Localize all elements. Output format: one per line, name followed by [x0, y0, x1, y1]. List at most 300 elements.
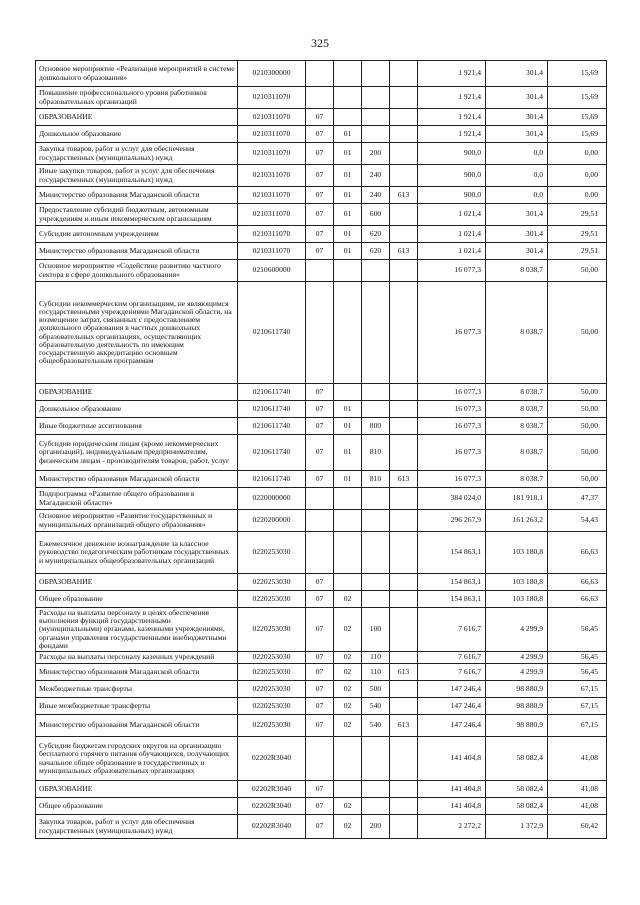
row-target-code: 0210611740 — [238, 435, 306, 471]
row-ministry-code — [390, 608, 418, 652]
table-row — [36, 510, 607, 532]
row-subsection-code: 02 — [334, 608, 362, 652]
row-expense-type-code — [362, 401, 390, 418]
row-planned-amount: 147 246,4 — [418, 698, 486, 715]
row-ministry-code: 613 — [390, 471, 418, 488]
row-name: Общее образование — [36, 591, 238, 608]
row-planned-amount: 900,0 — [418, 165, 486, 187]
row-name: Расходы на выплаты персоналу казенных учреждений — [36, 652, 238, 664]
row-target-code: 0220000000 — [238, 488, 306, 510]
row-expense-type-code — [362, 532, 390, 574]
row-subsection-code — [334, 61, 362, 87]
row-expense-type-code — [362, 574, 390, 591]
row-target-code: 0210311070 — [238, 243, 306, 260]
row-actual-amount: 58 082,4 — [486, 781, 548, 798]
row-actual-amount: 8 038,7 — [486, 260, 548, 282]
row-expense-type-code: 800 — [362, 418, 390, 435]
row-subsection-code — [334, 737, 362, 781]
row-section-code: 07 — [306, 681, 334, 698]
row-subsection-code: 02 — [334, 591, 362, 608]
row-percent: 56,45 — [548, 664, 607, 681]
row-expense-type-code: 500 — [362, 681, 390, 698]
row-section-code — [306, 737, 334, 781]
row-planned-amount: 16 077,3 — [418, 401, 486, 418]
row-expense-type-code: 200 — [362, 143, 390, 165]
row-section-code: 07 — [306, 384, 334, 401]
row-percent: 50,00 — [548, 260, 607, 282]
row-subsection-code: 01 — [334, 187, 362, 204]
row-actual-amount: 8 038,7 — [486, 435, 548, 471]
table-row — [36, 87, 607, 109]
row-actual-amount: 301,4 — [486, 109, 548, 126]
table-row — [36, 532, 607, 574]
table-row — [36, 384, 607, 401]
row-name: Дошкольное образование — [36, 126, 238, 143]
row-target-code: 02202R3040 — [238, 815, 306, 839]
row-actual-amount: 4 299,9 — [486, 652, 548, 664]
row-expense-type-code: 200 — [362, 815, 390, 839]
row-section-code: 07 — [306, 165, 334, 187]
row-expense-type-code: 600 — [362, 204, 390, 226]
row-target-code: 0210311070 — [238, 87, 306, 109]
row-ministry-code — [390, 260, 418, 282]
row-actual-amount: 0,0 — [486, 143, 548, 165]
row-actual-amount: 301,4 — [486, 204, 548, 226]
row-name: Иные межбюджетные трансферты — [36, 698, 238, 715]
row-subsection-code: 01 — [334, 243, 362, 260]
row-ministry-code — [390, 226, 418, 243]
row-target-code: 0210311070 — [238, 165, 306, 187]
row-actual-amount: 98 880,9 — [486, 715, 548, 737]
row-name: Субсидии юридическим лицам (кроме некоммерческих организаций), индивидуальным предпринимателям, физическим лицам - производителям товаров, работ, услуг — [36, 435, 238, 471]
row-percent: 29,51 — [548, 204, 607, 226]
row-target-code: 0210611740 — [238, 384, 306, 401]
row-section-code — [306, 510, 334, 532]
table-row — [36, 664, 607, 681]
table-row — [36, 815, 607, 839]
row-subsection-code: 01 — [334, 226, 362, 243]
row-name: Закупка товаров, работ и услуг для обеспечения государственных (муниципальных) нужд — [36, 143, 238, 165]
row-subsection-code — [334, 282, 362, 384]
row-section-code: 07 — [306, 574, 334, 591]
row-section-code: 07 — [306, 608, 334, 652]
row-planned-amount: 1 921,4 — [418, 61, 486, 87]
row-actual-amount: 301,4 — [486, 226, 548, 243]
row-actual-amount: 103 180,8 — [486, 532, 548, 574]
row-percent: 50,00 — [548, 418, 607, 435]
row-planned-amount: 1 921,4 — [418, 109, 486, 126]
row-actual-amount: 8 038,7 — [486, 418, 548, 435]
row-section-code: 07 — [306, 471, 334, 488]
row-name: Межбюджетные трансферты — [36, 681, 238, 698]
row-actual-amount: 301,4 — [486, 87, 548, 109]
row-target-code: 0220200000 — [238, 510, 306, 532]
row-actual-amount: 98 880,9 — [486, 681, 548, 698]
row-ministry-code — [390, 87, 418, 109]
row-actual-amount: 58 082,4 — [486, 798, 548, 815]
row-percent: 41,08 — [548, 798, 607, 815]
row-subsection-code — [334, 109, 362, 126]
row-name: Министерство образования Магаданской области — [36, 243, 238, 260]
row-planned-amount: 16 077,3 — [418, 435, 486, 471]
row-section-code: 07 — [306, 591, 334, 608]
row-percent: 50,00 — [548, 384, 607, 401]
table-row — [36, 488, 607, 510]
row-percent: 0,00 — [548, 143, 607, 165]
table-row — [36, 681, 607, 698]
row-section-code: 07 — [306, 418, 334, 435]
row-subsection-code — [334, 384, 362, 401]
row-expense-type-code: 110 — [362, 652, 390, 664]
row-subsection-code: 02 — [334, 715, 362, 737]
row-percent: 60,42 — [548, 815, 607, 839]
row-planned-amount: 1 021,4 — [418, 204, 486, 226]
row-actual-amount: 301,4 — [486, 243, 548, 260]
row-percent: 0,00 — [548, 165, 607, 187]
row-actual-amount: 161 263,2 — [486, 510, 548, 532]
row-name: ОБРАЗОВАНИЕ — [36, 109, 238, 126]
row-section-code: 07 — [306, 798, 334, 815]
row-name: Субсидии некоммерческим организациям, не являющимся государственными учреждениями Магаданской области, на возмещение затрат, связанных с предоставлением дошкольного образования в частных дошкольных образовательных организациях, осуществляющих образовательную деятельность по имеющим государственную аккредитацию основным общеобразовательным программам — [36, 282, 238, 384]
table-row — [36, 608, 607, 652]
row-subsection-code: 01 — [334, 401, 362, 418]
row-name: Иные закупки товаров, работ и услуг для обеспечения государственных (муниципальных) нужд — [36, 165, 238, 187]
row-expense-type-code: 540 — [362, 698, 390, 715]
row-target-code: 0210311070 — [238, 143, 306, 165]
table-row — [36, 282, 607, 384]
row-expense-type-code: 540 — [362, 715, 390, 737]
table-row — [36, 226, 607, 243]
table-row — [36, 61, 607, 87]
row-section-code: 07 — [306, 109, 334, 126]
row-expense-type-code — [362, 591, 390, 608]
table-row — [36, 591, 607, 608]
row-ministry-code — [390, 418, 418, 435]
row-planned-amount: 141 404,8 — [418, 781, 486, 798]
row-target-code: 0210311070 — [238, 109, 306, 126]
row-target-code: 0210311070 — [238, 226, 306, 243]
row-percent: 50,00 — [548, 401, 607, 418]
row-target-code: 0220253030 — [238, 532, 306, 574]
row-subsection-code — [334, 532, 362, 574]
table-row — [36, 260, 607, 282]
row-planned-amount: 141 404,8 — [418, 798, 486, 815]
row-name: ОБРАЗОВАНИЕ — [36, 384, 238, 401]
row-name: Повышение профессионального уровня работников образовательных организаций — [36, 87, 238, 109]
row-percent: 29,51 — [548, 226, 607, 243]
row-planned-amount: 1 921,4 — [418, 126, 486, 143]
row-subsection-code: 01 — [334, 126, 362, 143]
row-target-code: 0220253030 — [238, 608, 306, 652]
row-subsection-code: 02 — [334, 798, 362, 815]
row-ministry-code — [390, 126, 418, 143]
row-section-code: 07 — [306, 143, 334, 165]
row-planned-amount: 2 272,2 — [418, 815, 486, 839]
table-row — [36, 243, 607, 260]
row-subsection-code — [334, 488, 362, 510]
row-expense-type-code — [362, 282, 390, 384]
row-subsection-code — [334, 574, 362, 591]
table-row — [36, 471, 607, 488]
row-expense-type-code — [362, 781, 390, 798]
row-actual-amount: 301,4 — [486, 61, 548, 87]
row-expense-type-code: 620 — [362, 243, 390, 260]
row-subsection-code: 01 — [334, 471, 362, 488]
row-ministry-code — [390, 61, 418, 87]
row-percent: 15,69 — [548, 87, 607, 109]
row-expense-type-code — [362, 61, 390, 87]
row-actual-amount: 0,0 — [486, 165, 548, 187]
table-row — [36, 109, 607, 126]
row-name: Закупка товаров, работ и услуг для обеспечения государственных (муниципальных) нужд — [36, 815, 238, 839]
row-target-code: 0210611740 — [238, 282, 306, 384]
row-name: ОБРАЗОВАНИЕ — [36, 574, 238, 591]
row-target-code: 02202R3040 — [238, 798, 306, 815]
row-expense-type-code: 240 — [362, 165, 390, 187]
row-percent: 50,00 — [548, 435, 607, 471]
row-target-code: 0210611740 — [238, 418, 306, 435]
row-ministry-code — [390, 282, 418, 384]
row-name: Общее образование — [36, 798, 238, 815]
row-subsection-code: 02 — [334, 698, 362, 715]
row-percent: 66,63 — [548, 591, 607, 608]
row-ministry-code — [390, 781, 418, 798]
row-percent: 29,51 — [548, 243, 607, 260]
row-actual-amount: 8 038,7 — [486, 384, 548, 401]
row-ministry-code: 613 — [390, 664, 418, 681]
row-subsection-code: 01 — [334, 143, 362, 165]
row-planned-amount: 154 863,1 — [418, 591, 486, 608]
row-subsection-code: 01 — [334, 165, 362, 187]
row-planned-amount: 154 863,1 — [418, 574, 486, 591]
row-planned-amount: 147 246,4 — [418, 715, 486, 737]
row-planned-amount: 16 077,3 — [418, 384, 486, 401]
row-ministry-code — [390, 143, 418, 165]
row-actual-amount: 1 372,9 — [486, 815, 548, 839]
row-percent: 41,08 — [548, 737, 607, 781]
row-expense-type-code: 240 — [362, 187, 390, 204]
row-section-code: 07 — [306, 652, 334, 664]
row-actual-amount: 8 038,7 — [486, 282, 548, 384]
row-percent: 56,45 — [548, 608, 607, 652]
row-actual-amount: 4 299,9 — [486, 608, 548, 652]
row-target-code: 0210611740 — [238, 471, 306, 488]
row-target-code: 0210311070 — [238, 187, 306, 204]
row-ministry-code — [390, 737, 418, 781]
row-name: Предоставление субсидий бюджетным, автономным учреждениям и иным некоммерческим организациям — [36, 204, 238, 226]
row-target-code: 0210311070 — [238, 204, 306, 226]
row-expense-type-code: 110 — [362, 664, 390, 681]
row-planned-amount: 147 246,4 — [418, 681, 486, 698]
row-percent: 66,63 — [548, 574, 607, 591]
row-ministry-code — [390, 798, 418, 815]
row-expense-type-code — [362, 126, 390, 143]
row-name: Ежемесячное денежное вознаграждение за классное руководство педагогическим работникам государственных и муниципальных общеобразовательных организаций — [36, 532, 238, 574]
row-target-code: 02202R3040 — [238, 737, 306, 781]
row-ministry-code — [390, 435, 418, 471]
row-ministry-code: 613 — [390, 715, 418, 737]
row-section-code: 07 — [306, 664, 334, 681]
row-expense-type-code — [362, 384, 390, 401]
row-planned-amount: 154 863,1 — [418, 532, 486, 574]
row-planned-amount: 141 404,8 — [418, 737, 486, 781]
table-row — [36, 165, 607, 187]
table-row — [36, 418, 607, 435]
budget-table — [35, 60, 607, 839]
row-name: Субсидии автономным учреждениям — [36, 226, 238, 243]
page-number: 325 — [311, 36, 329, 50]
row-section-code: 07 — [306, 715, 334, 737]
row-target-code: 02202R3040 — [238, 781, 306, 798]
row-section-code: 07 — [306, 401, 334, 418]
row-name: Основное мероприятие «Содействие развитию частного сектора в сфере дошкольного образования» — [36, 260, 238, 282]
table-row — [36, 401, 607, 418]
row-ministry-code — [390, 401, 418, 418]
row-target-code: 0220253030 — [238, 591, 306, 608]
row-actual-amount: 8 038,7 — [486, 401, 548, 418]
row-subsection-code — [334, 260, 362, 282]
row-expense-type-code — [362, 510, 390, 532]
row-ministry-code — [390, 591, 418, 608]
row-percent: 41,08 — [548, 781, 607, 798]
row-name: Министерство образования Магаданской области — [36, 471, 238, 488]
row-subsection-code — [334, 510, 362, 532]
row-expense-type-code: 100 — [362, 608, 390, 652]
table-row — [36, 798, 607, 815]
row-name: Министерство образования Магаданской области — [36, 664, 238, 681]
row-target-code: 0210300000 — [238, 61, 306, 87]
row-expense-type-code: 810 — [362, 435, 390, 471]
table-row — [36, 574, 607, 591]
table-row — [36, 737, 607, 781]
row-ministry-code — [390, 681, 418, 698]
row-actual-amount: 0,0 — [486, 187, 548, 204]
row-actual-amount: 181 918,1 — [486, 488, 548, 510]
row-planned-amount: 900,0 — [418, 187, 486, 204]
row-subsection-code: 01 — [334, 204, 362, 226]
row-subsection-code: 01 — [334, 435, 362, 471]
row-ministry-code — [390, 510, 418, 532]
row-target-code: 0220253030 — [238, 698, 306, 715]
row-target-code: 0210311070 — [238, 126, 306, 143]
row-ministry-code — [390, 532, 418, 574]
row-name: Субсидии бюджетам городских округов на организацию бесплатного горячего питания обучающихся, получающих начальное общее образование в государственных и муниципальных образовательных организациях — [36, 737, 238, 781]
row-subsection-code: 01 — [334, 418, 362, 435]
row-target-code: 0220253030 — [238, 715, 306, 737]
row-planned-amount: 384 024,0 — [418, 488, 486, 510]
row-planned-amount: 16 077,3 — [418, 418, 486, 435]
row-ministry-code — [390, 488, 418, 510]
row-expense-type-code — [362, 488, 390, 510]
row-ministry-code — [390, 652, 418, 664]
row-subsection-code — [334, 87, 362, 109]
row-percent: 56,45 — [548, 652, 607, 664]
table-body — [36, 61, 607, 839]
row-subsection-code — [334, 781, 362, 798]
row-actual-amount: 58 082,4 — [486, 737, 548, 781]
row-percent: 15,69 — [548, 109, 607, 126]
row-actual-amount: 4 299,9 — [486, 664, 548, 681]
row-target-code: 0210600000 — [238, 260, 306, 282]
table-row — [36, 143, 607, 165]
row-percent: 0,00 — [548, 187, 607, 204]
row-actual-amount: 103 180,8 — [486, 574, 548, 591]
row-planned-amount: 1 021,4 — [418, 226, 486, 243]
row-actual-amount: 98 880,9 — [486, 698, 548, 715]
row-section-code: 07 — [306, 815, 334, 839]
row-percent: 67,15 — [548, 715, 607, 737]
row-ministry-code — [390, 574, 418, 591]
row-target-code: 0220253030 — [238, 664, 306, 681]
row-target-code: 0220253030 — [238, 574, 306, 591]
row-planned-amount: 16 077,3 — [418, 260, 486, 282]
row-section-code: 07 — [306, 204, 334, 226]
row-planned-amount: 1 021,4 — [418, 243, 486, 260]
row-ministry-code — [390, 204, 418, 226]
row-ministry-code — [390, 384, 418, 401]
row-expense-type-code: 810 — [362, 471, 390, 488]
row-target-code: 0220253030 — [238, 652, 306, 664]
row-section-code: 07 — [306, 126, 334, 143]
row-planned-amount: 7 616,7 — [418, 608, 486, 652]
row-subsection-code: 02 — [334, 815, 362, 839]
row-name: Министерство образования Магаданской области — [36, 187, 238, 204]
row-percent: 67,15 — [548, 698, 607, 715]
row-subsection-code: 02 — [334, 652, 362, 664]
row-name: Основное мероприятие «Реализация мероприятий в системе дошкольного образования» — [36, 61, 238, 87]
row-section-code: 07 — [306, 781, 334, 798]
row-expense-type-code — [362, 109, 390, 126]
row-subsection-code: 02 — [334, 664, 362, 681]
row-section-code: 07 — [306, 698, 334, 715]
table-row — [36, 187, 607, 204]
row-percent: 47,37 — [548, 488, 607, 510]
row-expense-type-code — [362, 87, 390, 109]
row-planned-amount: 1 921,4 — [418, 87, 486, 109]
row-name: Дошкольное образование — [36, 401, 238, 418]
row-ministry-code — [390, 698, 418, 715]
row-target-code: 0210611740 — [238, 401, 306, 418]
table-row — [36, 652, 607, 664]
row-percent: 54,43 — [548, 510, 607, 532]
row-expense-type-code — [362, 798, 390, 815]
row-percent: 15,69 — [548, 61, 607, 87]
row-expense-type-code — [362, 737, 390, 781]
row-section-code — [306, 61, 334, 87]
row-actual-amount: 301,4 — [486, 126, 548, 143]
row-section-code — [306, 87, 334, 109]
row-ministry-code: 613 — [390, 243, 418, 260]
row-percent: 15,69 — [548, 126, 607, 143]
row-planned-amount: 7 616,7 — [418, 652, 486, 664]
row-percent: 66,63 — [548, 532, 607, 574]
row-name: Расходы на выплаты персоналу в целях обеспечения выполнения функций государственными (муниципальными) органами, казенными учреждениями, органами управления государственными внебюджетными фондами — [36, 608, 238, 652]
row-ministry-code — [390, 165, 418, 187]
row-section-code: 07 — [306, 243, 334, 260]
row-expense-type-code: 620 — [362, 226, 390, 243]
table-row — [36, 698, 607, 715]
row-name: Подпрограмма «Развитие общего образования в Магаданской области» — [36, 488, 238, 510]
row-name: Основное мероприятие «Развитие государственных и муниципальных организаций общего образования» — [36, 510, 238, 532]
row-name: Иные бюджетные ассигнования — [36, 418, 238, 435]
row-planned-amount: 16 077,3 — [418, 282, 486, 384]
table-row — [36, 715, 607, 737]
row-planned-amount: 900,0 — [418, 143, 486, 165]
row-section-code — [306, 282, 334, 384]
row-target-code: 0220253030 — [238, 681, 306, 698]
row-percent: 50,00 — [548, 471, 607, 488]
row-name: Министерство образования Магаданской области — [36, 715, 238, 737]
